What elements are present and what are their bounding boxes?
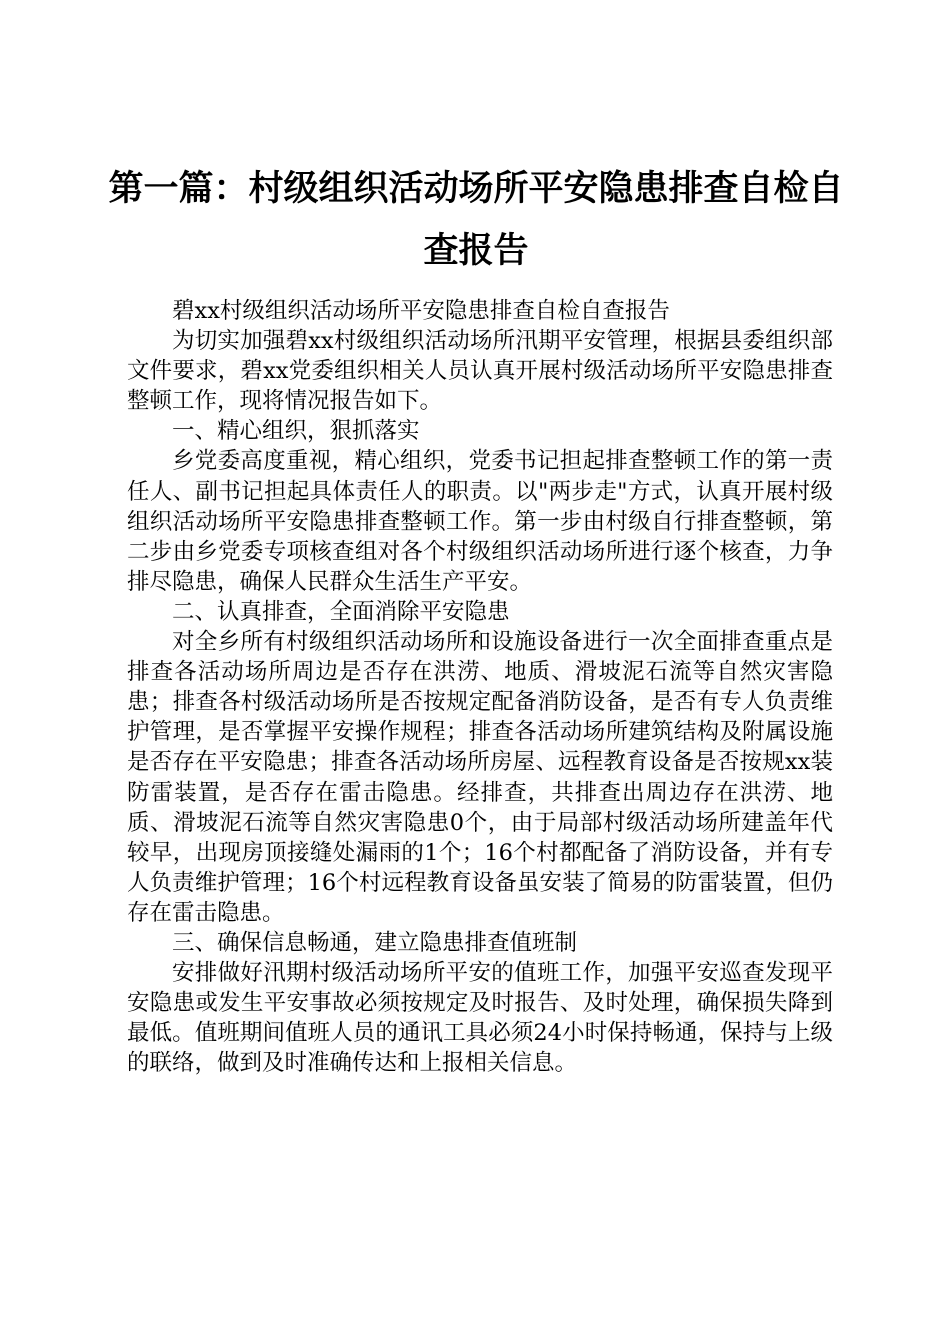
section-heading-1: 一、精心组织，狠抓落实: [172, 418, 420, 445]
section-paragraph-2: 对全乡所有村级组织活动场所和设施设备进行一次全面排查重点是排查各活动场所周边是否存在洪涝、地质、滑坡泥石流等自然灾害隐患；排查各村级活动场所是否按规定配备消防设备，是否有专人负责维护管理，是否掌握平安操作规程；排查各活动场所建筑结构及附属设施是否存在平安隐患；排查各活动场所房屋、远程教育设备是否按规xx装防雷装置，是否存在雷击隐患。经排查，共排查出周边存在洪涝、地质、滑坡泥石流等自然灾害隐患0个，由于局部村级活动场所建盖年代较早，出现房顶接缝处漏雨的1个；16个村都配备了消防设备，并有专人负责维护管理；16个村远程教育设备虽安装了简易的防雷装置，但仍存在雷击隐患。: [127, 629, 833, 926]
document-body: [127, 296, 833, 1078]
section-heading-2: 二、认真排查，全面消除平安隐患: [172, 598, 510, 625]
section-heading-3: 三、确保信息畅通，建立隐患排查值班制: [172, 929, 578, 956]
document-title: 第一篇：村级组织活动场所平安隐患排查自检自查报告: [108, 169, 844, 271]
section-paragraph-1: 乡党委高度重视，精心组织，党委书记担起排查整顿工作的第一责任人、副书记担起具体责任人的职责。以"两步走"方式，认真开展村级组织活动场所平安隐患排查整顿工作。第一步由村级自行排查整顿，第二步由乡党委专项核查组对各个村级组织活动场所进行逐个核查，力争排尽隐患，确保人民群众生活生产平安。: [127, 448, 833, 595]
section-paragraph-3: 安排做好汛期村级活动场所平安的值班工作，加强平安巡查发现平安隐患或发生平安事故必须按规定及时报告、及时处理，确保损失降到最低。值班期间值班人员的通讯工具必须24小时保持畅通，保持与上级的联络，做到及时准确传达和上报相关信息。: [127, 960, 833, 1077]
intro-paragraph: 为切实加强碧xx村级组织活动场所汛期平安管理，根据县委组织部文件要求，碧xx党委组织相关人员认真开展村级活动场所平安隐患排查整顿工作，现将情况报告如下。: [127, 328, 833, 415]
report-subtitle: 碧xx村级组织活动场所平安隐患排查自检自查报告: [172, 298, 670, 324]
